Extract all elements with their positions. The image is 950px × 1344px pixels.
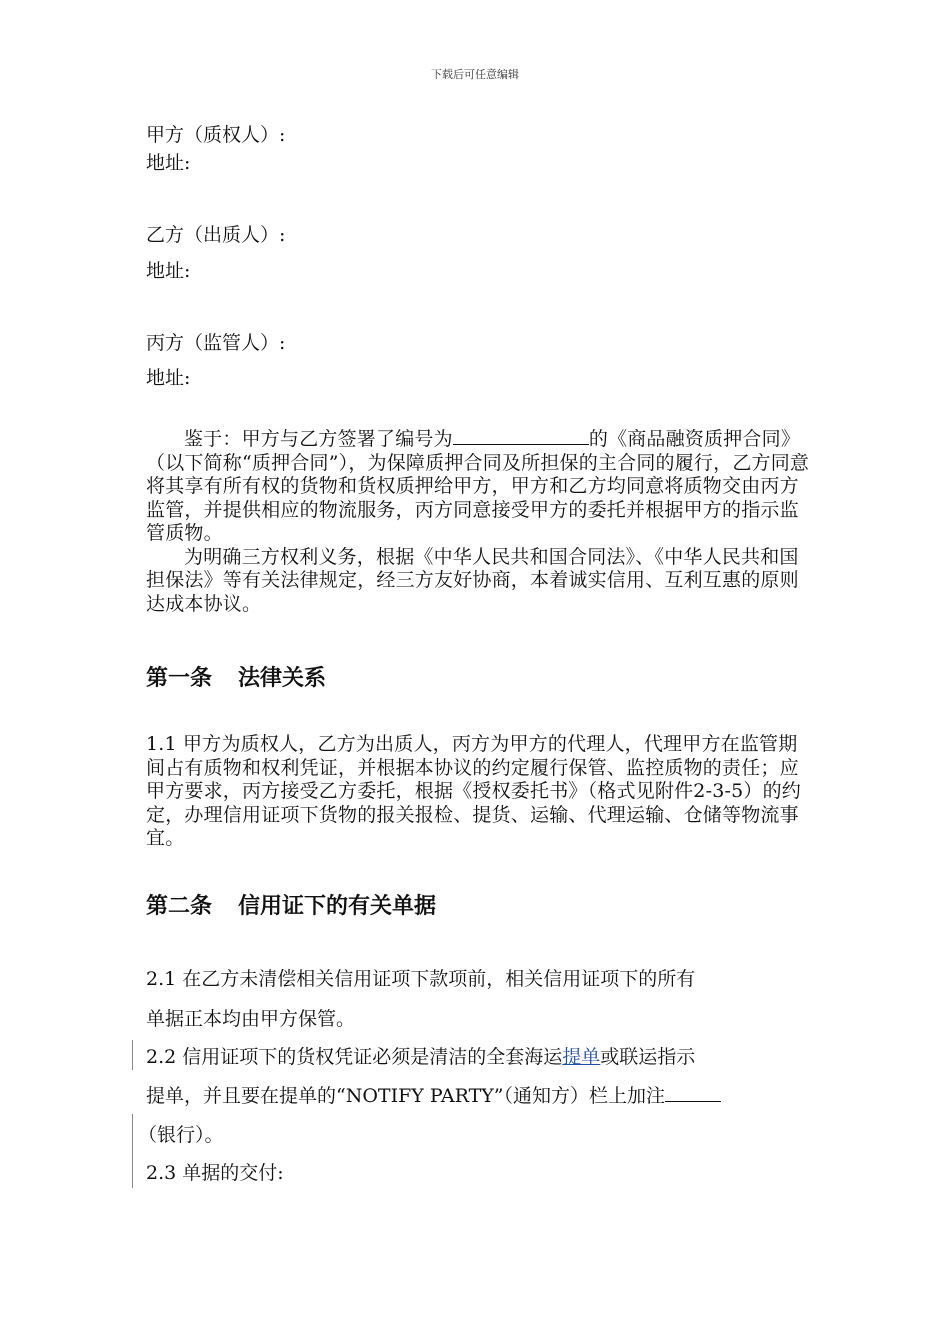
clause-2-2-notify-text: 提单，并且要在提单的“NOTIFY PARTY”（通知方）栏上加注 <box>146 1085 666 1107</box>
clause-2-2-line-1 <box>146 1044 695 1070</box>
preamble-text-after-blank: 的《商品融资质押合同》（以下简称“质押合同”），为保障质押合同及所担保的主合同的履行，乙方同意将其享有所有权的货物和货权质押给甲方，甲方和乙方均同意将质物交由丙方监管，并提供相应的物流服务，丙方同意接受甲方的委托并根据甲方的指示监管质物。 <box>146 428 810 544</box>
bill-of-lading-link[interactable]: 提单 <box>562 1046 601 1068</box>
page-header: 下载后可任意编辑 <box>431 68 519 81</box>
article-1-heading <box>146 664 326 694</box>
clause-2-1-line-1: 2.1 在乙方未清偿相关信用证项下款项前，相关信用证项下的所有 <box>146 968 696 990</box>
bank-name-blank <box>665 1101 721 1102</box>
clause-2-2-text-a: 2.2 信用证项下的货权凭证必须是清洁的全套海运 <box>146 1046 563 1068</box>
preamble-text-before-blank: 鉴于：甲方与乙方签署了编号为 <box>184 428 453 450</box>
party-c-role: 丙方（监管人）: <box>146 332 286 354</box>
clause-2-3: 2.3 单据的交付: <box>146 1162 284 1184</box>
revision-bar <box>132 1114 133 1188</box>
article-1-number: 第一条 <box>146 666 213 691</box>
contract-number-blank <box>453 444 589 445</box>
party-b-address-label: 地址: <box>146 260 191 282</box>
article-2-title: 信用证下的有关单据 <box>238 894 437 919</box>
article-2-number: 第二条 <box>146 894 213 919</box>
clause-2-2-text-b: 或联运指示 <box>600 1046 696 1068</box>
party-a-address-label: 地址: <box>146 152 191 174</box>
preamble-paragraph-1 <box>146 428 811 546</box>
party-a-role: 甲方（质权人）: <box>146 124 286 146</box>
party-b-role: 乙方（出质人）: <box>146 224 286 246</box>
preamble-paragraph-2: 为明确三方权利义务，根据《中华人民共和国合同法》、《中华人民共和国担保法》等有关法律规定，经三方友好协商，本着诚实信用、互利互惠的原则达成本协议。 <box>146 545 799 615</box>
revision-bar <box>132 1040 133 1070</box>
article-1-title: 法律关系 <box>238 666 327 691</box>
clause-2-2-line-3: （银行）。 <box>138 1124 224 1146</box>
clause-2-2-line-2 <box>146 1083 721 1109</box>
article-2-heading <box>146 892 436 922</box>
party-c-address-label: 地址: <box>146 367 191 389</box>
clause-1-1-text: 1.1 甲方为质权人，乙方为出质人，丙方为甲方的代理人，代理甲方在监管期间占有质物和权利凭证，并根据本协议的约定履行保管、监控质物的责任；应甲方要求，丙方接受乙方委托，根据《授权委托书》（格式见附件2-3-5）的约定，办理信用证项下货物的报关报检、提货、运输、代理运输、仓储等物流事宜。 <box>146 733 802 849</box>
preamble <box>146 428 811 616</box>
clause-1-1 <box>146 733 811 851</box>
clause-2-1-line-2: 单据正本均由甲方保管。 <box>146 1008 356 1030</box>
